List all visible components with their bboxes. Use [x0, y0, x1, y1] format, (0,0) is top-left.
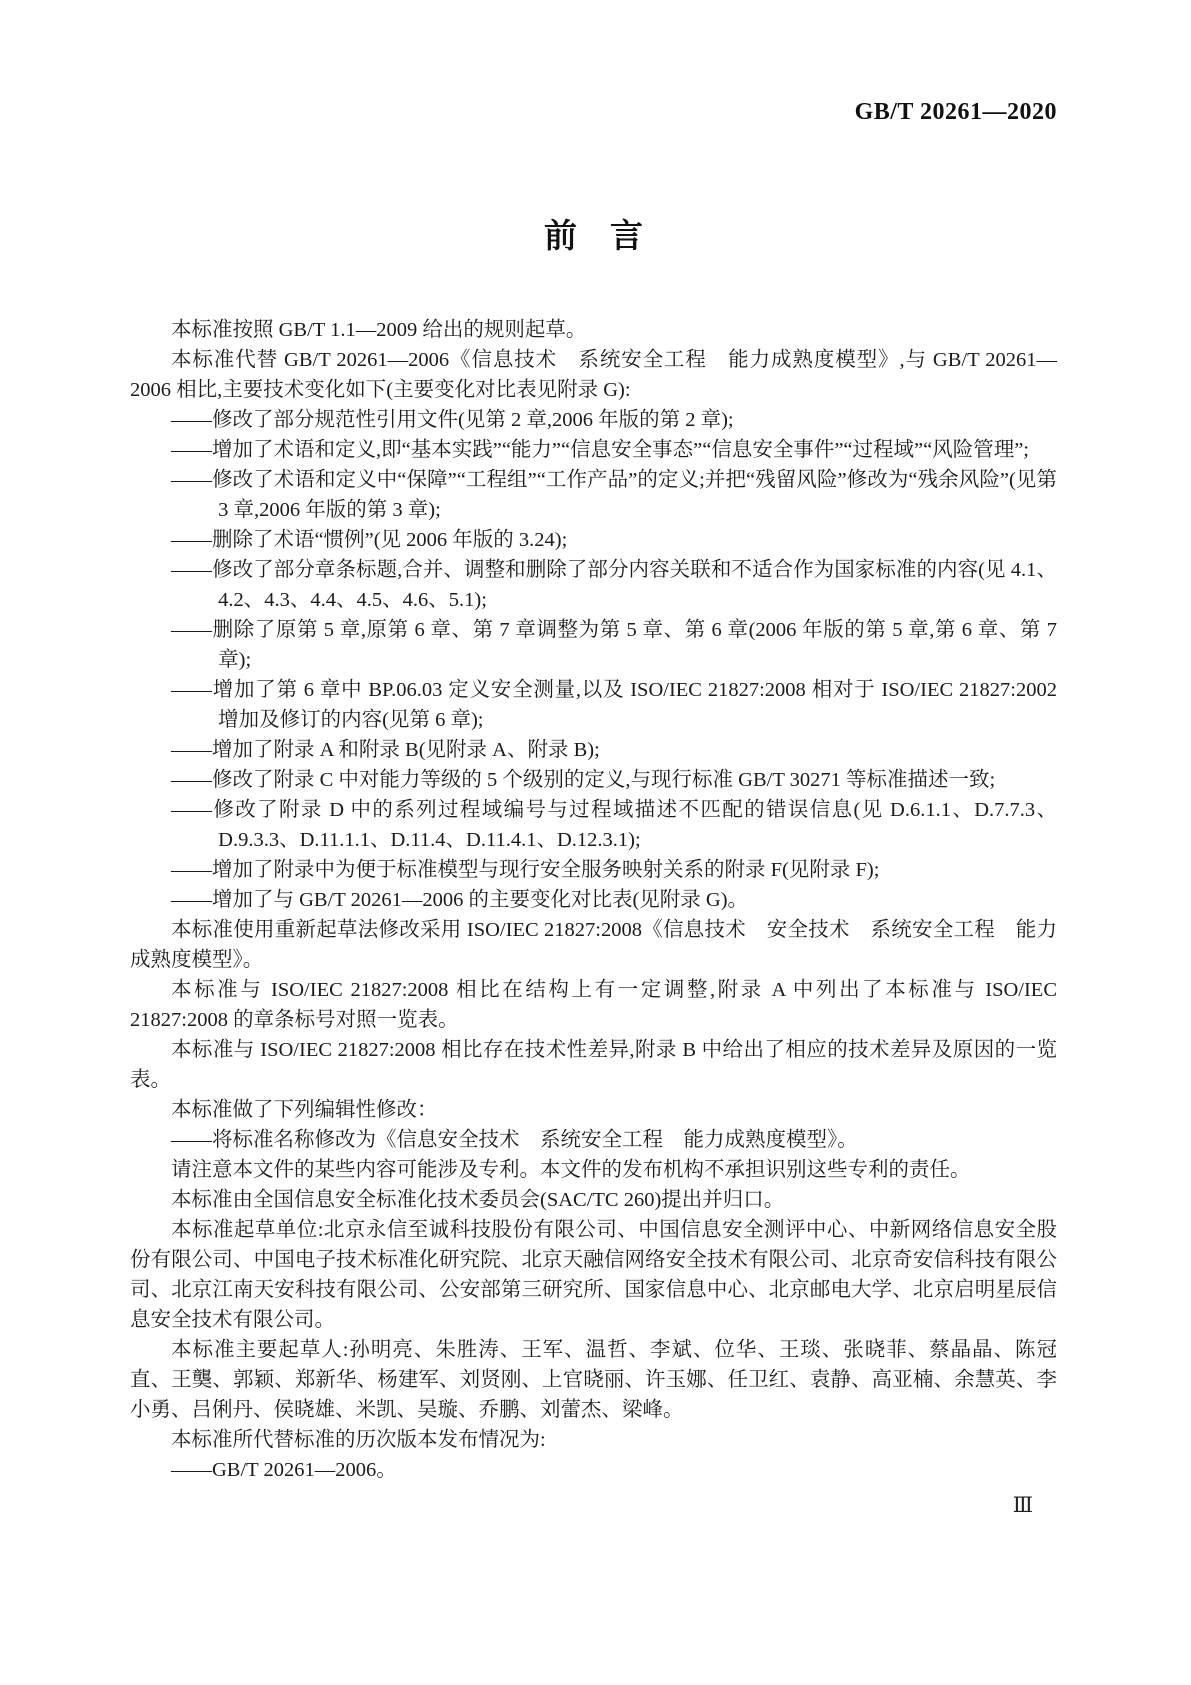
foreword-paragraph: 本标准与 ISO/IEC 21827:2008 相比在结构上有一定调整,附录 A 中列出了本标准与 ISO/IEC 21827:2008 的章条标号对照一览表。: [130, 979, 1057, 1031]
foreword-change-item: ——增加了第 6 章中 BP.06.03 定义安全测量,以及 ISO/IEC 21827:2008 相对于 ISO/IEC 21827:2002 增加及修订的内容(见第 6 章);: [171, 679, 1057, 731]
standard-code: GB/T 20261—2020: [854, 99, 1057, 125]
foreword-paragraph: 本标准做了下列编辑性修改：: [171, 1099, 438, 1121]
foreword-paragraph: 本标准使用重新起草法修改采用 ISO/IEC 21827:2008《信息技术 安全技术 系统安全工程 能力成熟度模型》。: [130, 919, 1057, 971]
foreword-change-item: ——删除了原第 5 章,原第 6 章、第 7 章调整为第 5 章、第 6 章(2006 年版的第 5 章,第 6 章、第 7 章);: [171, 619, 1057, 671]
foreword-paragraph: 本标准按照 GB/T 1.1—2009 给出的规则起草。: [171, 319, 587, 341]
foreword-change-item: ——增加了与 GB/T 20261—2006 的主要变化对比表(见附录 G)。: [171, 889, 749, 911]
foreword-paragraph: 本标准由全国信息安全标准化技术委员会(SAC/TC 260)提出并归口。: [171, 1189, 785, 1211]
foreword-paragraph: 本标准所代替标准的历次版本发布情况为:: [171, 1429, 546, 1451]
foreword-change-item: ——增加了附录中为便于标准模型与现行安全服务映射关系的附录 F(见附录 F);: [171, 859, 880, 881]
foreword-previous-edition-item: ——GB/T 20261—2006。: [171, 1459, 397, 1481]
foreword-change-item: ——将标准名称修改为《信息安全技术 系统安全工程 能力成熟度模型》。: [171, 1129, 858, 1151]
foreword-change-item: ——删除了术语“惯例”(见 2006 年版的 3.24);: [171, 529, 568, 551]
foreword-change-item: ——修改了术语和定义中“保障”“工程组”“工作产品”的定义;并把“残留风险”修改为“残余风险”(见第 3 章,2006 年版的第 3 章);: [171, 469, 1057, 521]
foreword-change-item: ——修改了附录 C 中对能力等级的 5 个级别的定义,与现行标准 GB/T 30271 等标准描述一致;: [171, 769, 996, 791]
foreword-paragraph: 本标准与 ISO/IEC 21827:2008 相比存在技术性差异,附录 B 中给出了相应的技术差异及原因的一览表。: [130, 1039, 1057, 1091]
foreword-change-item: ——增加了附录 A 和附录 B(见附录 A、附录 B);: [171, 739, 600, 761]
foreword-paragraph: 本标准代替 GB/T 20261—2006《信息技术 系统安全工程 能力成熟度模型》,与 GB/T 20261—2006 相比,主要技术变化如下(主要变化对比表见附录 G):: [130, 349, 1057, 401]
foreword-change-item: ——修改了部分规范性引用文件(见第 2 章,2006 年版的第 2 章);: [171, 409, 734, 431]
foreword-drafting-organizations: 本标准起草单位:北京永信至诚科技股份有限公司、中国信息安全测评中心、中新网络信息安全股份有限公司、中国电子技术标准化研究院、北京天融信网络安全技术有限公司、北京奇安信科技有限公司、北京江南天安科技有限公司、公安部第三研究所、国家信息中心、北京邮电大学、北京启明星辰信息安全技术有限公司。: [130, 1219, 1057, 1331]
foreword-change-item: ——修改了部分章条标题,合并、调整和删除了部分内容关联和不适合作为国家标准的内容(见 4.1、4.2、4.3、4.4、4.5、4.6、5.1);: [171, 559, 1057, 611]
foreword-drafters: 本标准主要起草人:孙明亮、朱胜涛、王军、温哲、李斌、位华、王琰、张晓菲、蔡晶晶、陈冠直、王龑、郭颖、郑新华、杨建军、刘贤刚、上官晓丽、许玉娜、任卫红、袁静、高亚楠、余慧英、李小勇、吕俐丹、侯晓雄、米凯、吴璇、乔鹏、刘蕾杰、梁峰。: [130, 1339, 1057, 1421]
foreword-change-item: ——修改了附录 D 中的系列过程域编号与过程域描述不匹配的错误信息(见 D.6.1.1、D.7.7.3、D.9.3.3、D.11.1.1、D.11.4、D.11.4.1、D.12.3.1);: [171, 799, 1057, 851]
foreword-change-item: ——增加了术语和定义,即“基本实践”“能力”“信息安全事态”“信息安全事件”“过程域”“风险管理”;: [171, 439, 1030, 461]
foreword-body: [130, 315, 1057, 1485]
page-title: 前 言: [544, 217, 643, 254]
page-number: Ⅲ: [1012, 1493, 1033, 1517]
foreword-paragraph: 请注意本文件的某些内容可能涉及专利。本文件的发布机构不承担识别这些专利的责任。: [171, 1159, 971, 1181]
